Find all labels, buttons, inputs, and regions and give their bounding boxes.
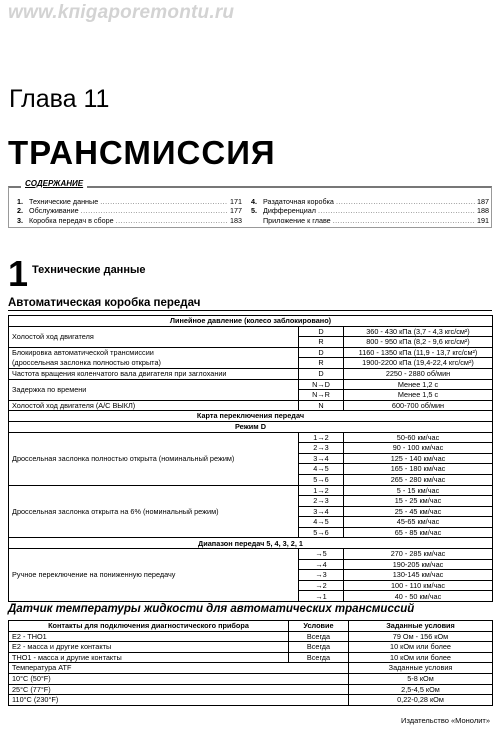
toc-leader <box>333 216 475 225</box>
value-cell: 1160 - 1350 кПа (11,9 - 13,7 кгс/см²) <box>344 347 493 358</box>
contact-cell: THO1 - масса и другие контакты <box>9 652 289 663</box>
mode-cell: N <box>299 400 344 411</box>
value-cell: 130-145 км/час <box>344 570 493 581</box>
toc-item-page: 171 <box>230 197 242 206</box>
value-cell: 270 - 285 км/час <box>344 549 493 560</box>
toc-item[interactable] <box>251 206 489 215</box>
table-row <box>9 673 493 684</box>
value-cell: 165 - 180 км/час <box>344 464 493 475</box>
table-section-header: Карта переключения передач <box>9 411 493 422</box>
table-row <box>9 695 493 706</box>
mode-cell: R <box>299 337 344 348</box>
shift-cell: →1 <box>299 591 344 602</box>
column-header: Контакты для подключения диагностического прибора <box>9 621 289 632</box>
toc-item-page: 177 <box>230 206 242 216</box>
param-label: Дроссельная заслонка полностью открыта (номинальный режим) <box>9 432 299 485</box>
toc-item-label: Приложение к главе <box>263 215 331 225</box>
table-row <box>9 432 493 443</box>
value-cell: 40 - 50 км/час <box>344 591 493 602</box>
table-row <box>9 631 493 642</box>
value-cell: 79 Ом - 156 кОм <box>349 631 493 642</box>
shift-cell: →5 <box>299 549 344 560</box>
temp-cell: 10°C (50°F) <box>9 673 349 684</box>
column-header: Заданные условия <box>349 621 493 632</box>
table-row <box>9 347 493 358</box>
toc-leader <box>318 206 475 215</box>
table-header-row <box>9 621 493 632</box>
temp-cell: 25°C (77°F) <box>9 684 349 695</box>
value-cell: 45-65 км/час <box>344 517 493 528</box>
value-cell: 90 - 100 км/час <box>344 443 493 454</box>
temp-cell: 110°C (230°F) <box>9 695 349 706</box>
section-number: 1 <box>8 253 29 294</box>
atf-heading: Автоматическая коробка передач <box>8 297 492 311</box>
mode-cell: D <box>299 326 344 337</box>
atf-spec-table <box>8 315 493 602</box>
param-label: Дроссельная заслонка открыта на 6% (номинальный режим) <box>9 485 299 538</box>
table-row <box>9 326 493 337</box>
value-cell: 1900-2200 кПа (19,4-22,4 кгс/см²) <box>344 358 493 369</box>
value-cell: 10 кОм или более <box>349 642 493 653</box>
param-label-line: Блокировка автоматической трансмиссии <box>12 348 154 358</box>
toc-item-label: Раздаточная коробка <box>263 197 334 206</box>
table-section-header: Диапазон передач 5, 4, 3, 2, 1 <box>9 538 493 549</box>
table-section-header: Режим D <box>9 421 493 432</box>
value-cell: 125 - 140 км/час <box>344 453 493 464</box>
value-cell: 0,22-0,28 кОм <box>349 695 493 706</box>
shift-cell: 1→2 <box>299 432 344 443</box>
toc-item-label: Коробка передач в сборе <box>29 215 114 225</box>
sensor-heading: Датчик температуры жидкости для автоматических трансмиссий <box>8 603 415 615</box>
shift-cell: 3→4 <box>299 506 344 517</box>
toc-item-page: 183 <box>230 215 242 225</box>
table-row <box>9 642 493 653</box>
value-cell: 100 - 110 км/час <box>344 580 493 591</box>
value-cell: 5 - 15 км/час <box>344 485 493 496</box>
toc-item-label: Дифференциал <box>263 206 316 216</box>
table-row <box>9 400 493 411</box>
shift-cell: 4→5 <box>299 517 344 528</box>
mode-cell: D <box>299 368 344 379</box>
contact-cell: E2 - масса и другие контакты <box>9 642 289 653</box>
toc-leader <box>116 216 228 225</box>
shift-cell: 3→4 <box>299 453 344 464</box>
param-label: Холостой ход двигателя <box>9 326 299 347</box>
contact-cell: E2 - THO1 <box>9 631 289 642</box>
table-of-contents <box>8 179 492 228</box>
toc-item-number <box>251 216 263 225</box>
toc-item-number: 5. <box>251 206 257 216</box>
param-label: Холостой ход двигателя (А/С ВЫКЛ) <box>9 400 299 411</box>
shift-cell: 5→6 <box>299 527 344 538</box>
chapter-label: Глава 11 <box>9 85 110 113</box>
value-cell: 190-205 км/час <box>344 559 493 570</box>
table-row <box>9 684 493 695</box>
column-header: Условие <box>289 621 349 632</box>
mode-cell: D <box>299 347 344 358</box>
value-cell: 800 - 950 кПа (8,2 - 9,6 кгс/см²) <box>344 337 493 348</box>
toc-item-page: 191 <box>477 215 489 225</box>
shift-cell: 2→3 <box>299 443 344 454</box>
table-row <box>9 652 493 663</box>
mode-cell: R <box>299 358 344 369</box>
temp-label: Температура ATF <box>9 663 349 674</box>
toc-heading: СОДЕРЖАНИЕ <box>21 179 87 188</box>
condition-cell: Всегда <box>289 652 349 663</box>
sensor-table <box>8 620 493 706</box>
shift-cell: 1→2 <box>299 485 344 496</box>
toc-item-number: 4. <box>251 197 257 206</box>
value-cell: Менее 1,2 с <box>344 379 493 390</box>
toc-item[interactable] <box>17 197 242 206</box>
value-cell: 50-60 км/час <box>344 432 493 443</box>
toc-item-page: 188 <box>477 206 489 216</box>
table-row <box>9 663 493 674</box>
table-row <box>9 549 493 560</box>
toc-item[interactable] <box>251 216 489 225</box>
table-row <box>9 368 493 379</box>
shift-cell: →4 <box>299 559 344 570</box>
param-label: Задержка по времени <box>9 379 299 400</box>
value-cell: 265 - 280 км/час <box>344 474 493 485</box>
mode-cell: N→D <box>299 379 344 390</box>
toc-leader <box>100 197 228 206</box>
toc-item-number: 2. <box>17 206 23 216</box>
shift-cell: 5→6 <box>299 474 344 485</box>
param-label <box>9 347 299 368</box>
value-cell: 5-8 кОм <box>349 673 493 684</box>
table-row <box>9 379 493 390</box>
value-cell: 360 - 430 кПа (3,7 - 4,3 кгс/см²) <box>344 326 493 337</box>
shift-cell: 4→5 <box>299 464 344 475</box>
table-section-header: Линейное давление (колесо заблокировано) <box>9 316 493 327</box>
section-title: Технические данные <box>32 264 146 276</box>
toc-item-number: 3. <box>17 215 23 225</box>
value-cell: 2,5-4,5 кОм <box>349 684 493 695</box>
toc-item-page: 187 <box>477 197 489 206</box>
shift-cell: →2 <box>299 580 344 591</box>
toc-item-label: Обслуживание <box>29 206 79 216</box>
param-label-line: (дроссельная заслонка полностью открыта) <box>12 357 161 367</box>
condition-cell: Всегда <box>289 642 349 653</box>
value-cell: 10 кОм или более <box>349 652 493 663</box>
toc-leader <box>336 197 475 206</box>
toc-item-number: 1. <box>17 197 23 206</box>
value-cell: 15 - 25 км/час <box>344 496 493 507</box>
site-watermark: www.kпigaporemontu.ru <box>8 2 235 23</box>
param-label: Частота вращения коленчатого вала двигателя при заглохании <box>9 368 299 379</box>
condition-cell: Всегда <box>289 631 349 642</box>
page-title: ТРАНСМИССИЯ <box>8 134 276 171</box>
shift-cell: →3 <box>299 570 344 581</box>
toc-right-column <box>251 197 489 225</box>
mode-cell: N→R <box>299 390 344 401</box>
toc-item[interactable] <box>17 216 242 225</box>
value-cell: 25 - 45 км/час <box>344 506 493 517</box>
toc-item-label: Технические данные <box>29 197 99 206</box>
param-label: Ручное переключение на пониженную передачу <box>9 549 299 602</box>
toc-left-column <box>17 197 242 225</box>
value-cell: 65 - 85 км/час <box>344 527 493 538</box>
publisher-footer: Издательство «Монолит» <box>401 716 490 725</box>
shift-cell: 2→3 <box>299 496 344 507</box>
toc-item[interactable] <box>17 206 242 215</box>
table-row <box>9 485 493 496</box>
value-cell: Менее 1,5 с <box>344 390 493 401</box>
toc-item[interactable] <box>251 197 489 206</box>
value-cell: 2250 - 2880 об/мин <box>344 368 493 379</box>
value-cell: 600-700 об/мин <box>344 400 493 411</box>
temp-header: Заданные условия <box>349 663 493 674</box>
toc-leader <box>81 206 228 215</box>
